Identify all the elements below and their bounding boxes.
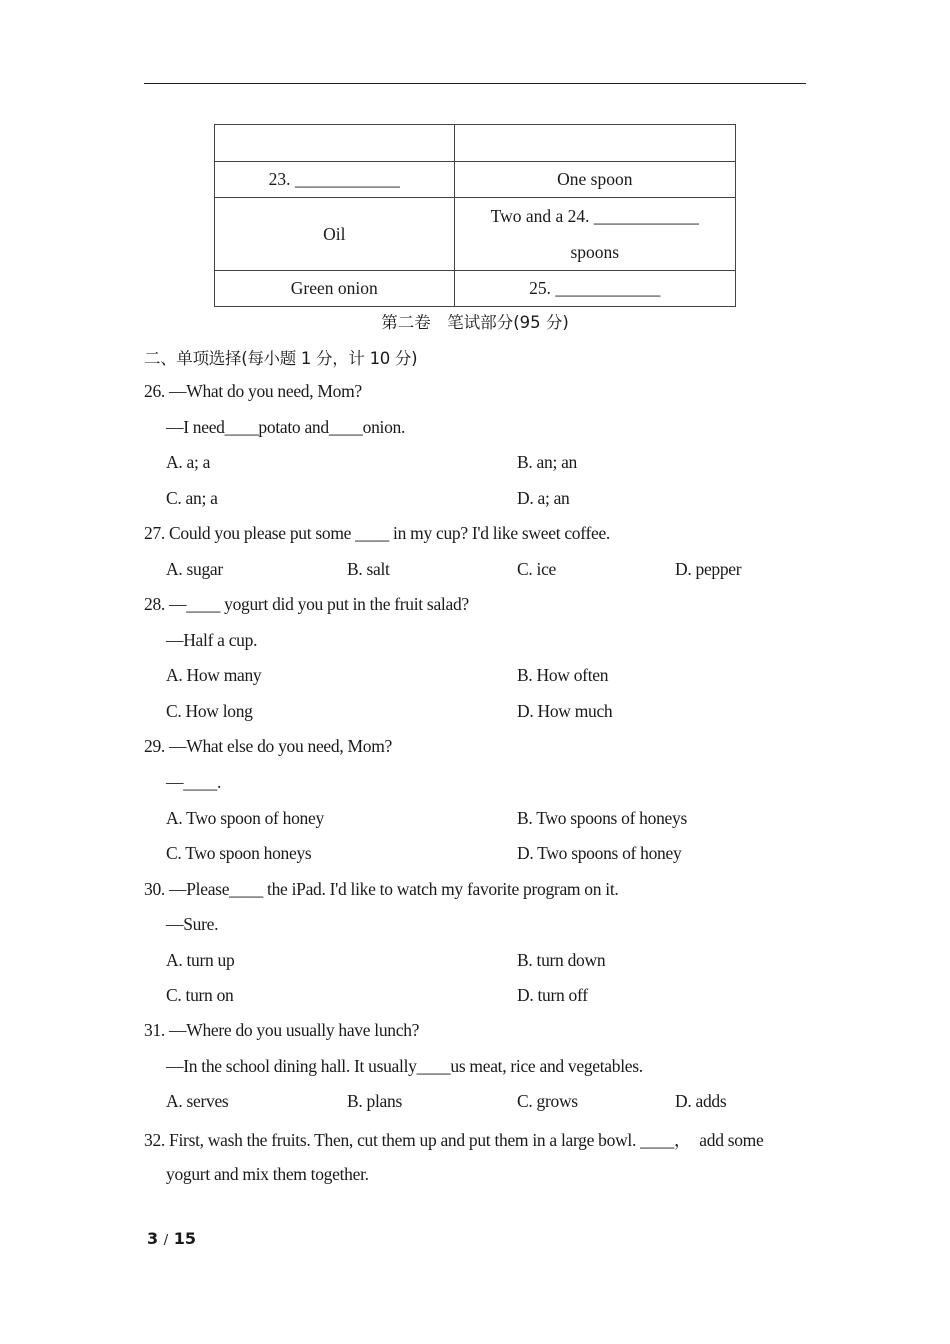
table-cell — [454, 198, 735, 271]
table-cell: 23. ____________ — [215, 162, 455, 198]
page-total: 15 — [173, 1229, 196, 1248]
option-d: D. turn off — [517, 985, 588, 1005]
table-row — [215, 198, 736, 271]
question-reply: —In the school dining hall. It usually____us meat, rice and vegetables. — [166, 1056, 643, 1076]
table-cell: Green onion — [215, 271, 455, 307]
section-title: 第二卷 笔试部分(95 分) — [381, 313, 569, 332]
option-b: B. plans — [347, 1091, 402, 1111]
part-title: 二、单项选择(每小题 1 分，计 10 分) — [144, 349, 418, 368]
table-row — [215, 162, 736, 198]
page-current: 3 — [147, 1229, 159, 1248]
option-c: C. an; a — [166, 488, 218, 508]
table-cell — [454, 125, 735, 162]
question-stem-continued: yogurt and mix them together. — [166, 1164, 369, 1184]
question-reply: —I need____potato and____onion. — [166, 417, 406, 437]
option-c: C. How long — [166, 701, 253, 721]
option-a: A. How many — [166, 665, 262, 685]
option-b: B. an; an — [517, 452, 577, 472]
option-c: C. turn on — [166, 985, 234, 1005]
option-b: B. Two spoons of honeys — [517, 808, 687, 828]
table-cell-line: Two and a 24. ____________ — [490, 206, 699, 226]
option-b: B. salt — [347, 559, 390, 579]
table-cell: Oil — [215, 198, 455, 271]
option-c: C. grows — [517, 1091, 578, 1111]
option-d: D. How much — [517, 701, 613, 721]
table-row — [215, 125, 736, 162]
question-stem: 29. —What else do you need, Mom? — [144, 736, 392, 756]
question-stem: 27. Could you please put some ____ in my cup? I'd like sweet coffee. — [144, 523, 611, 543]
table-cell-line: spoons — [570, 242, 620, 262]
question-stem: 28. —____ yogurt did you put in the fruit salad? — [144, 594, 469, 614]
table-cell: One spoon — [454, 162, 735, 198]
option-a: A. turn up — [166, 950, 235, 970]
option-c: C. ice — [517, 559, 557, 579]
question-stem: 32. First, wash the fruits. Then, cut them up and put them in a large bowl. ____， add some — [144, 1130, 764, 1150]
question-stem: 31. —Where do you usually have lunch? — [144, 1020, 420, 1040]
question-stem: 26. —What do you need, Mom? — [144, 381, 362, 401]
recipe-table — [214, 124, 736, 307]
option-a: A. a; a — [166, 452, 211, 472]
question-stem: 30. —Please____ the iPad. I'd like to watch my favorite program on it. — [144, 879, 619, 899]
option-a: A. serves — [166, 1091, 229, 1111]
table-cell: 25. ____________ — [454, 271, 735, 307]
page-separator: / — [163, 1233, 169, 1248]
question-reply: —Sure. — [166, 914, 219, 934]
page-number — [147, 1229, 196, 1248]
table-row — [215, 271, 736, 307]
option-d: D. adds — [675, 1091, 727, 1111]
option-a: A. Two spoon of honey — [166, 808, 324, 828]
option-c: C. Two spoon honeys — [166, 843, 312, 863]
option-b: B. turn down — [517, 950, 606, 970]
option-a: A. sugar — [166, 559, 223, 579]
table-cell — [215, 125, 455, 162]
header-rule — [144, 83, 806, 84]
question-reply: —____. — [166, 772, 222, 792]
option-d: D. Two spoons of honey — [517, 843, 682, 863]
question-reply: —Half a cup. — [166, 630, 258, 650]
option-b: B. How often — [517, 665, 609, 685]
option-d: D. pepper — [675, 559, 742, 579]
option-d: D. a; an — [517, 488, 570, 508]
